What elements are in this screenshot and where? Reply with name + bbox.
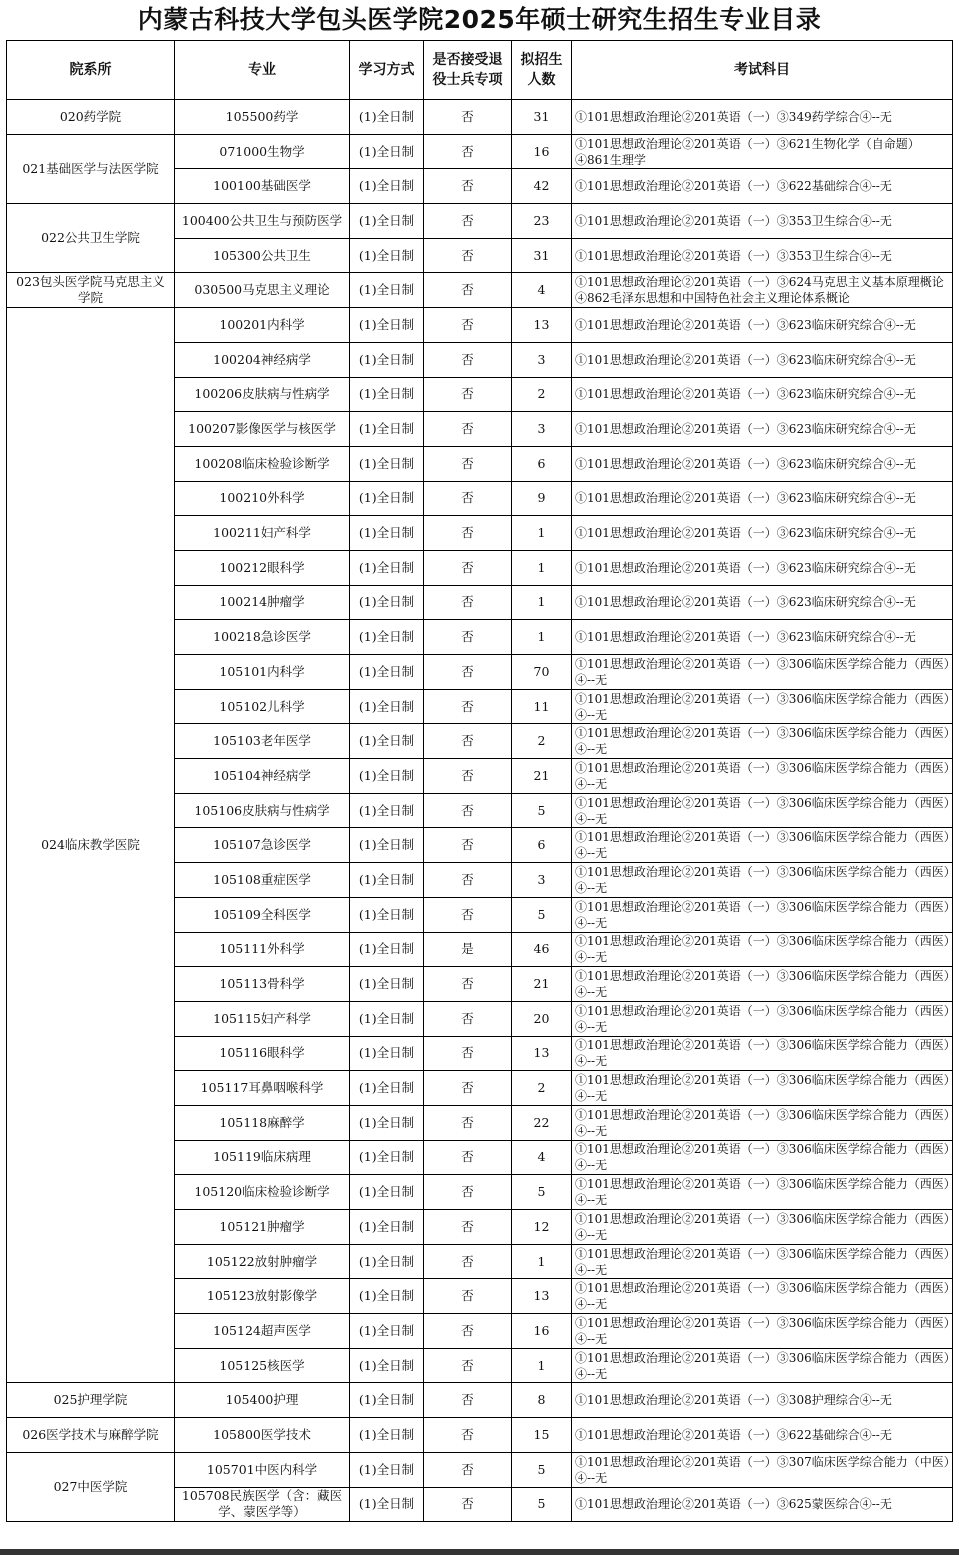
- veteran-cell: 否: [424, 1140, 512, 1175]
- major-cell: 105123放射影像学: [175, 1279, 350, 1314]
- major-cell: 105115妇产科学: [175, 1001, 350, 1036]
- quota-cell: 3: [512, 342, 572, 377]
- mode-cell: (1)全日制: [350, 1314, 424, 1349]
- header-major: 专业: [175, 41, 350, 100]
- mode-cell: (1)全日制: [350, 1001, 424, 1036]
- major-cell: 071000生物学: [175, 134, 350, 169]
- subjects-cell: ①101思想政治理论②201英语（一）③623临床研究综合④--无: [572, 377, 953, 412]
- quota-cell: 22: [512, 1105, 572, 1140]
- veteran-cell: 是: [424, 932, 512, 967]
- quota-cell: 6: [512, 446, 572, 481]
- major-cell: 105106皮肤病与性病学: [175, 793, 350, 828]
- major-cell: 105101内科学: [175, 655, 350, 690]
- header-dept: 院系所: [7, 41, 175, 100]
- veteran-cell: 否: [424, 967, 512, 1002]
- major-cell: 100208临床检验诊断学: [175, 446, 350, 481]
- major-cell: 100214肿瘤学: [175, 585, 350, 620]
- mode-cell: (1)全日制: [350, 932, 424, 967]
- major-cell: 105118麻醉学: [175, 1105, 350, 1140]
- table-row: [7, 204, 953, 239]
- subjects-cell: ①101思想政治理论②201英语（一）③353卫生综合④--无: [572, 238, 953, 273]
- mode-cell: (1)全日制: [350, 342, 424, 377]
- quota-cell: 5: [512, 1452, 572, 1487]
- veteran-cell: 否: [424, 863, 512, 898]
- catalog-body: [7, 100, 953, 1522]
- veteran-cell: 否: [424, 100, 512, 135]
- table-row: [7, 273, 953, 308]
- header-mode: 学习方式: [350, 41, 424, 100]
- quota-cell: 13: [512, 308, 572, 343]
- veteran-cell: 否: [424, 793, 512, 828]
- major-cell: 105117耳鼻咽喉科学: [175, 1071, 350, 1106]
- subjects-cell: ①101思想政治理论②201英语（一）③306临床医学综合能力（西医）④--无: [572, 1105, 953, 1140]
- table-row: [7, 308, 953, 343]
- quota-cell: 70: [512, 655, 572, 690]
- mode-cell: (1)全日制: [350, 793, 424, 828]
- major-cell: 105708民族医学（含：藏医学、蒙医学等）: [175, 1487, 350, 1522]
- major-cell: 100400公共卫生与预防医学: [175, 204, 350, 239]
- quota-cell: 31: [512, 100, 572, 135]
- dept-cell: 020药学院: [7, 100, 175, 135]
- quota-cell: 3: [512, 863, 572, 898]
- header-quota: 拟招生人数: [512, 41, 572, 100]
- major-cell: 100201内科学: [175, 308, 350, 343]
- dept-cell: 027中医学院: [7, 1452, 175, 1521]
- veteran-cell: 否: [424, 238, 512, 273]
- quota-cell: 13: [512, 1279, 572, 1314]
- mode-cell: (1)全日制: [350, 308, 424, 343]
- veteran-cell: 否: [424, 1348, 512, 1383]
- quota-cell: 8: [512, 1383, 572, 1418]
- subjects-cell: ①101思想政治理论②201英语（一）③622基础综合④--无: [572, 169, 953, 204]
- subjects-cell: ①101思想政治理论②201英语（一）③623临床研究综合④--无: [572, 516, 953, 551]
- table-row: [7, 100, 953, 135]
- mode-cell: (1)全日制: [350, 1348, 424, 1383]
- veteran-cell: 否: [424, 1175, 512, 1210]
- subjects-cell: ①101思想政治理论②201英语（一）③306临床医学综合能力（西医）④--无: [572, 863, 953, 898]
- mode-cell: (1)全日制: [350, 620, 424, 655]
- quota-cell: 9: [512, 481, 572, 516]
- mode-cell: (1)全日制: [350, 863, 424, 898]
- subjects-cell: ①101思想政治理论②201英语（一）③306临床医学综合能力（西医）④--无: [572, 1279, 953, 1314]
- mode-cell: (1)全日制: [350, 446, 424, 481]
- subjects-cell: ①101思想政治理论②201英语（一）③623临床研究综合④--无: [572, 585, 953, 620]
- veteran-cell: 否: [424, 689, 512, 724]
- major-cell: 100212眼科学: [175, 550, 350, 585]
- major-cell: 105104神经病学: [175, 759, 350, 794]
- major-cell: 105109全科医学: [175, 897, 350, 932]
- quota-cell: 12: [512, 1210, 572, 1245]
- mode-cell: (1)全日制: [350, 828, 424, 863]
- veteran-cell: 否: [424, 481, 512, 516]
- subjects-cell: ①101思想政治理论②201英语（一）③623临床研究综合④--无: [572, 412, 953, 447]
- quota-cell: 13: [512, 1036, 572, 1071]
- dept-cell: 025护理学院: [7, 1383, 175, 1418]
- mode-cell: (1)全日制: [350, 273, 424, 308]
- table-row: [7, 1452, 953, 1487]
- mode-cell: (1)全日制: [350, 412, 424, 447]
- quota-cell: 5: [512, 1175, 572, 1210]
- quota-cell: 3: [512, 412, 572, 447]
- subjects-cell: ①101思想政治理论②201英语（一）③306临床医学综合能力（西医）④--无: [572, 1348, 953, 1383]
- subjects-cell: ①101思想政治理论②201英语（一）③349药学综合④--无: [572, 100, 953, 135]
- subjects-cell: ①101思想政治理论②201英语（一）③622基础综合④--无: [572, 1418, 953, 1453]
- subjects-cell: ①101思想政治理论②201英语（一）③306临床医学综合能力（西医）④--无: [572, 1071, 953, 1106]
- mode-cell: (1)全日制: [350, 1452, 424, 1487]
- veteran-cell: 否: [424, 828, 512, 863]
- mode-cell: (1)全日制: [350, 585, 424, 620]
- major-cell: 105300公共卫生: [175, 238, 350, 273]
- quota-cell: 16: [512, 1314, 572, 1349]
- veteran-cell: 否: [424, 1487, 512, 1522]
- subjects-cell: ①101思想政治理论②201英语（一）③623临床研究综合④--无: [572, 308, 953, 343]
- veteran-cell: 否: [424, 1452, 512, 1487]
- quota-cell: 2: [512, 1071, 572, 1106]
- page-title: 内蒙古科技大学包头医学院2025年硕士研究生招生专业目录: [137, 5, 822, 34]
- mode-cell: (1)全日制: [350, 1244, 424, 1279]
- subjects-cell: ①101思想政治理论②201英语（一）③306临床医学综合能力（西医）④--无: [572, 724, 953, 759]
- mode-cell: (1)全日制: [350, 1036, 424, 1071]
- veteran-cell: 否: [424, 897, 512, 932]
- veteran-cell: 否: [424, 204, 512, 239]
- mode-cell: (1)全日制: [350, 204, 424, 239]
- veteran-cell: 否: [424, 516, 512, 551]
- veteran-cell: 否: [424, 1105, 512, 1140]
- quota-cell: 5: [512, 897, 572, 932]
- subjects-cell: ①101思想政治理论②201英语（一）③623临床研究综合④--无: [572, 550, 953, 585]
- veteran-cell: 否: [424, 1418, 512, 1453]
- major-cell: 105111外科学: [175, 932, 350, 967]
- major-cell: 100211妇产科学: [175, 516, 350, 551]
- dept-cell: 021基础医学与法医学院: [7, 134, 175, 203]
- major-cell: 105701中医内科学: [175, 1452, 350, 1487]
- subjects-cell: ①101思想政治理论②201英语（一）③307临床医学综合能力（中医）④--无: [572, 1452, 953, 1487]
- subjects-cell: ①101思想政治理论②201英语（一）③306临床医学综合能力（西医）④--无: [572, 689, 953, 724]
- mode-cell: (1)全日制: [350, 1105, 424, 1140]
- mode-cell: (1)全日制: [350, 169, 424, 204]
- subjects-cell: ①101思想政治理论②201英语（一）③306临床医学综合能力（西医）④--无: [572, 967, 953, 1002]
- mode-cell: (1)全日制: [350, 1071, 424, 1106]
- quota-cell: 23: [512, 204, 572, 239]
- quota-cell: 1: [512, 1244, 572, 1279]
- veteran-cell: 否: [424, 1036, 512, 1071]
- subjects-cell: ①101思想政治理论②201英语（一）③306临床医学综合能力（西医）④--无: [572, 1140, 953, 1175]
- subjects-cell: ①101思想政治理论②201英语（一）③625蒙医综合④--无: [572, 1487, 953, 1522]
- table-row: [7, 1418, 953, 1453]
- subjects-cell: ①101思想政治理论②201英语（一）③624马克思主义基本原理概论④862毛泽东思想和中国特色社会主义理论体系概论: [572, 273, 953, 308]
- mode-cell: (1)全日制: [350, 897, 424, 932]
- mode-cell: (1)全日制: [350, 689, 424, 724]
- mode-cell: (1)全日制: [350, 967, 424, 1002]
- major-cell: 105121肿瘤学: [175, 1210, 350, 1245]
- veteran-cell: 否: [424, 446, 512, 481]
- veteran-cell: 否: [424, 759, 512, 794]
- mode-cell: (1)全日制: [350, 100, 424, 135]
- subjects-cell: ①101思想政治理论②201英语（一）③306临床医学综合能力（西医）④--无: [572, 1175, 953, 1210]
- veteran-cell: 否: [424, 342, 512, 377]
- subjects-cell: ①101思想政治理论②201英语（一）③306临床医学综合能力（西医）④--无: [572, 828, 953, 863]
- table-row: [7, 134, 953, 169]
- veteran-cell: 否: [424, 412, 512, 447]
- subjects-cell: ①101思想政治理论②201英语（一）③623临床研究综合④--无: [572, 342, 953, 377]
- major-cell: 105108重症医学: [175, 863, 350, 898]
- mode-cell: (1)全日制: [350, 550, 424, 585]
- quota-cell: 16: [512, 134, 572, 169]
- quota-cell: 2: [512, 377, 572, 412]
- quota-cell: 21: [512, 967, 572, 1002]
- dept-cell: 023包头医学院马克思主义学院: [7, 273, 175, 308]
- header-row: [7, 41, 953, 100]
- major-cell: 105119临床病理: [175, 1140, 350, 1175]
- mode-cell: (1)全日制: [350, 516, 424, 551]
- catalog-table: [6, 40, 953, 1522]
- mode-cell: (1)全日制: [350, 655, 424, 690]
- major-cell: 105116眼科学: [175, 1036, 350, 1071]
- veteran-cell: 否: [424, 1001, 512, 1036]
- veteran-cell: 否: [424, 550, 512, 585]
- subjects-cell: ①101思想政治理论②201英语（一）③306临床医学综合能力（西医）④--无: [572, 932, 953, 967]
- major-cell: 105500药学: [175, 100, 350, 135]
- mode-cell: (1)全日制: [350, 1140, 424, 1175]
- quota-cell: 6: [512, 828, 572, 863]
- subjects-cell: ①101思想政治理论②201英语（一）③306临床医学综合能力（西医）④--无: [572, 1036, 953, 1071]
- veteran-cell: 否: [424, 308, 512, 343]
- mode-cell: (1)全日制: [350, 1175, 424, 1210]
- mode-cell: (1)全日制: [350, 1487, 424, 1522]
- quota-cell: 1: [512, 620, 572, 655]
- major-cell: 105102儿科学: [175, 689, 350, 724]
- dept-cell: 022公共卫生学院: [7, 204, 175, 273]
- quota-cell: 20: [512, 1001, 572, 1036]
- quota-cell: 31: [512, 238, 572, 273]
- major-cell: 105400护理: [175, 1383, 350, 1418]
- quota-cell: 2: [512, 724, 572, 759]
- major-cell: 105120临床检验诊断学: [175, 1175, 350, 1210]
- subjects-cell: ①101思想政治理论②201英语（一）③306临床医学综合能力（西医）④--无: [572, 655, 953, 690]
- veteran-cell: 否: [424, 620, 512, 655]
- subjects-cell: ①101思想政治理论②201英语（一）③306临床医学综合能力（西医）④--无: [572, 1001, 953, 1036]
- quota-cell: 5: [512, 1487, 572, 1522]
- bottom-border: [0, 1549, 959, 1555]
- header-veteran: 是否接受退役士兵专项: [424, 41, 512, 100]
- major-cell: 100210外科学: [175, 481, 350, 516]
- veteran-cell: 否: [424, 1244, 512, 1279]
- table-row: [7, 1383, 953, 1418]
- subjects-cell: ①101思想政治理论②201英语（一）③621生物化学（自命题）④861生理学: [572, 134, 953, 169]
- quota-cell: 1: [512, 585, 572, 620]
- veteran-cell: 否: [424, 1314, 512, 1349]
- subjects-cell: ①101思想政治理论②201英语（一）③353卫生综合④--无: [572, 204, 953, 239]
- mode-cell: (1)全日制: [350, 1210, 424, 1245]
- mode-cell: (1)全日制: [350, 377, 424, 412]
- major-cell: 100206皮肤病与性病学: [175, 377, 350, 412]
- major-cell: 030500马克思主义理论: [175, 273, 350, 308]
- quota-cell: 5: [512, 793, 572, 828]
- veteran-cell: 否: [424, 655, 512, 690]
- mode-cell: (1)全日制: [350, 1418, 424, 1453]
- quota-cell: 4: [512, 1140, 572, 1175]
- veteran-cell: 否: [424, 169, 512, 204]
- mode-cell: (1)全日制: [350, 481, 424, 516]
- mode-cell: (1)全日制: [350, 134, 424, 169]
- veteran-cell: 否: [424, 273, 512, 308]
- major-cell: 105124超声医学: [175, 1314, 350, 1349]
- subjects-cell: ①101思想政治理论②201英语（一）③308护理综合④--无: [572, 1383, 953, 1418]
- major-cell: 105107急诊医学: [175, 828, 350, 863]
- quota-cell: 46: [512, 932, 572, 967]
- subjects-cell: ①101思想政治理论②201英语（一）③306临床医学综合能力（西医）④--无: [572, 793, 953, 828]
- subjects-cell: ①101思想政治理论②201英语（一）③306临床医学综合能力（西医）④--无: [572, 759, 953, 794]
- mode-cell: (1)全日制: [350, 238, 424, 273]
- major-cell: 105122放射肿瘤学: [175, 1244, 350, 1279]
- veteran-cell: 否: [424, 1071, 512, 1106]
- mode-cell: (1)全日制: [350, 1279, 424, 1314]
- veteran-cell: 否: [424, 1383, 512, 1418]
- quota-cell: 11: [512, 689, 572, 724]
- veteran-cell: 否: [424, 585, 512, 620]
- major-cell: 105103老年医学: [175, 724, 350, 759]
- mode-cell: (1)全日制: [350, 759, 424, 794]
- quota-cell: 4: [512, 273, 572, 308]
- quota-cell: 1: [512, 516, 572, 551]
- major-cell: 105800医学技术: [175, 1418, 350, 1453]
- major-cell: 105113骨科学: [175, 967, 350, 1002]
- quota-cell: 1: [512, 1348, 572, 1383]
- major-cell: 100100基础医学: [175, 169, 350, 204]
- quota-cell: 1: [512, 550, 572, 585]
- veteran-cell: 否: [424, 1279, 512, 1314]
- subjects-cell: ①101思想政治理论②201英语（一）③623临床研究综合④--无: [572, 620, 953, 655]
- subjects-cell: ①101思想政治理论②201英语（一）③306临床医学综合能力（西医）④--无: [572, 1210, 953, 1245]
- mode-cell: (1)全日制: [350, 724, 424, 759]
- header-subjects: 考试科目: [572, 41, 953, 100]
- quota-cell: 42: [512, 169, 572, 204]
- dept-cell: 024临床教学医院: [7, 308, 175, 1383]
- quota-cell: 21: [512, 759, 572, 794]
- major-cell: 100207影像医学与核医学: [175, 412, 350, 447]
- veteran-cell: 否: [424, 377, 512, 412]
- subjects-cell: ①101思想政治理论②201英语（一）③306临床医学综合能力（西医）④--无: [572, 897, 953, 932]
- subjects-cell: ①101思想政治理论②201英语（一）③623临床研究综合④--无: [572, 481, 953, 516]
- major-cell: 100204神经病学: [175, 342, 350, 377]
- dept-cell: 026医学技术与麻醉学院: [7, 1418, 175, 1453]
- subjects-cell: ①101思想政治理论②201英语（一）③306临床医学综合能力（西医）④--无: [572, 1244, 953, 1279]
- mode-cell: (1)全日制: [350, 1383, 424, 1418]
- veteran-cell: 否: [424, 134, 512, 169]
- quota-cell: 15: [512, 1418, 572, 1453]
- subjects-cell: ①101思想政治理论②201英语（一）③306临床医学综合能力（西医）④--无: [572, 1314, 953, 1349]
- veteran-cell: 否: [424, 1210, 512, 1245]
- major-cell: 100218急诊医学: [175, 620, 350, 655]
- major-cell: 105125核医学: [175, 1348, 350, 1383]
- subjects-cell: ①101思想政治理论②201英语（一）③623临床研究综合④--无: [572, 446, 953, 481]
- veteran-cell: 否: [424, 724, 512, 759]
